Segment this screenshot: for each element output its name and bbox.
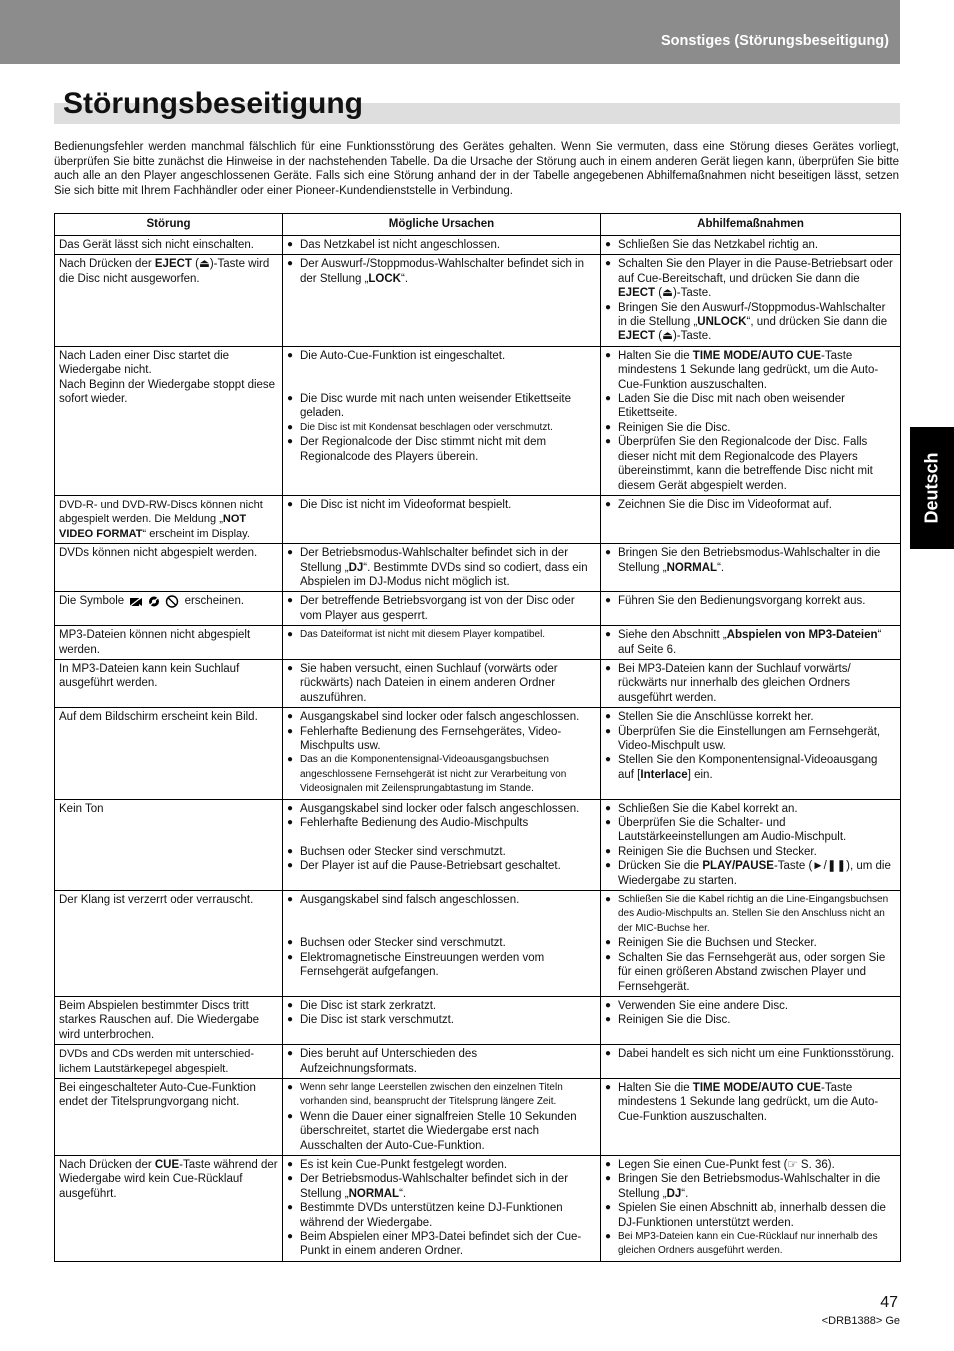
document-code: <DRB1388> Ge bbox=[821, 1315, 900, 1327]
table-row bbox=[55, 592, 901, 626]
cause-item: ● Buchsen oder Stecker sind verschmutzt. bbox=[287, 845, 596, 859]
remedies-cell bbox=[601, 495, 901, 543]
remedies-cell bbox=[601, 1155, 901, 1261]
cause-item: ● Der betreffende Betriebsvorgang ist von der Disc oder vom Player aus gesperrt. bbox=[287, 594, 596, 623]
causes-cell bbox=[283, 659, 601, 707]
bold-term: DJ bbox=[348, 561, 364, 574]
problem-cell: Die Symbole erscheinen. bbox=[55, 592, 283, 626]
remedy-item: ● Führen Sie den Bedienungsvorgang korrekt aus. bbox=[605, 594, 896, 608]
remedy-item: ● Reinigen Sie die Disc. bbox=[605, 421, 896, 435]
remedy-item: ● Schließen Sie die Kabel richtig an die Line-Eingangsbuchsen des Audio-Mischpults an. Stellen Sie den Anschluss nicht an der MIC-Buchse her. bbox=[605, 893, 896, 936]
remedy-item: ● Legen Sie einen Cue-Punkt fest (☞ S. 36). bbox=[605, 1158, 896, 1172]
table-row bbox=[55, 626, 901, 660]
bold-term: EJECT bbox=[618, 287, 656, 300]
table-row bbox=[55, 1045, 901, 1079]
remedy-item: ● Stellen Sie den Komponentensignal-Videoausgang auf [Interlace] ein. bbox=[605, 753, 896, 782]
remedies-cell bbox=[601, 544, 901, 592]
remedy-item: ● Verwenden Sie eine andere Disc. bbox=[605, 999, 896, 1013]
bold-term: NORMAL bbox=[348, 1187, 400, 1200]
header-remedies: Abhilfemaßnahmen bbox=[601, 214, 901, 236]
cause-item: ● Es ist kein Cue-Punkt festgelegt worden. bbox=[287, 1158, 596, 1172]
bold-term: DJ bbox=[666, 1187, 682, 1200]
remedy-item: ● Schließen Sie die Kabel korrekt an. bbox=[605, 802, 896, 816]
cause-item: ● Wenn sehr lange Leerstellen zwischen den einzelnen Titeln vorhanden sind, beansprucht der Titelsprung längere Zeit. bbox=[287, 1081, 596, 1110]
problem-cell: Beim Abspielen bestimmter Discs tritt starkes Rauschen auf. Die Wiedergabe wird unterbrochen. bbox=[55, 996, 283, 1044]
cause-item: ● Die Disc ist mit Kondensat beschlagen oder verschmutzt. bbox=[287, 421, 596, 435]
section-title: Sonstiges (Störungsbeseitigung) bbox=[661, 33, 889, 49]
remedy-item: ● Überprüfen Sie die Einstellungen am Fernsehgerät, Video-Mischpult usw. bbox=[605, 725, 896, 754]
remedy-item: ● Bringen Sie den Auswurf-/Stoppmodus-Wahlschalter in die Stellung „UNLOCK“, und drücken Sie dann die EJECT (⏏)-Taste. bbox=[605, 301, 896, 344]
bold-term: EJECT bbox=[154, 258, 192, 271]
causes-cell bbox=[283, 236, 601, 255]
remedy-item: ● Halten Sie die TIME MODE/AUTO CUE-Taste mindestens 1 Sekunde lang gedrückt, um die Auto-Cue-Funktion auszuschalten. bbox=[605, 1081, 896, 1124]
bold-term: PLAY/PAUSE bbox=[702, 860, 774, 873]
remedies-cell bbox=[601, 626, 901, 660]
bold-term: Interlace bbox=[640, 768, 688, 781]
causes-cell bbox=[283, 626, 601, 660]
bold-term: EJECT bbox=[618, 330, 656, 343]
problem-cell: Nach Laden einer Disc startet die Wiedergabe nicht. Nach Beginn der Wiedergabe stoppt diese sofort wieder. bbox=[55, 346, 283, 495]
table-row bbox=[55, 544, 901, 592]
table-row bbox=[55, 236, 901, 255]
remedies-cell bbox=[601, 659, 901, 707]
causes-cell bbox=[283, 708, 601, 799]
cause-item: ● Ausgangskabel sind locker oder falsch angeschlossen. bbox=[287, 710, 596, 724]
cause-item: ● Die Disc wurde mit nach unten weisender Etikettseite geladen. bbox=[287, 392, 596, 421]
causes-cell bbox=[283, 592, 601, 626]
bold-term: TIME MODE/AUTO CUE bbox=[692, 1081, 822, 1094]
remedies-cell bbox=[601, 1078, 901, 1155]
table-row bbox=[55, 996, 901, 1044]
table-row bbox=[55, 708, 901, 799]
remedy-item: ● Überprüfen Sie den Regionalcode der Disc. Falls dieser nicht mit dem Regionalcode des Players übereinstimmt, kann die betreffende Disc nicht mit diesem Gerät abgespielt werden. bbox=[605, 435, 896, 493]
remedy-item: ● Siehe den Abschnitt „Abspielen von MP3-Dateien“ auf Seite 6. bbox=[605, 628, 896, 657]
problem-cell: Auf dem Bildschirm erscheint kein Bild. bbox=[55, 708, 283, 799]
problem-cell: Der Klang ist verzerrt oder verrauscht. bbox=[55, 891, 283, 997]
remedy-item: ● Schließen Sie das Netzkabel richtig an. bbox=[605, 238, 896, 252]
problem-cell: Das Gerät lässt sich nicht einschalten. bbox=[55, 236, 283, 255]
problem-cell: Nach Drücken der EJECT (⏏)-Taste wird die Disc nicht ausgeworfen. bbox=[55, 255, 283, 346]
bold-term: NOT VIDEO FORMAT bbox=[59, 513, 247, 540]
spacer bbox=[287, 363, 596, 377]
spacer bbox=[287, 830, 596, 844]
remedies-cell bbox=[601, 592, 901, 626]
causes-cell bbox=[283, 996, 601, 1044]
spacer bbox=[287, 378, 596, 392]
causes-cell bbox=[283, 346, 601, 495]
cause-item: ● Der Player ist auf die Pause-Betriebsart geschaltet. bbox=[287, 859, 596, 873]
remedies-cell bbox=[601, 799, 901, 890]
bold-term: LOCK bbox=[368, 272, 401, 285]
causes-cell bbox=[283, 1155, 601, 1261]
causes-cell bbox=[283, 1078, 601, 1155]
remedy-item: ● Bei MP3-Dateien kann ein Cue-Rücklauf nur innerhalb des gleichen Ordners ausgeführt werden. bbox=[605, 1230, 896, 1259]
table-row bbox=[55, 891, 901, 997]
causes-cell bbox=[283, 255, 601, 346]
remedy-item: ● Stellen Sie die Anschlüsse korrekt her. bbox=[605, 710, 896, 724]
cause-item: ● Fehlerhafte Bedienung des Audio-Mischpults bbox=[287, 816, 596, 830]
remedies-cell bbox=[601, 891, 901, 997]
remedies-cell bbox=[601, 255, 901, 346]
table-row bbox=[55, 346, 901, 495]
causes-cell bbox=[283, 544, 601, 592]
cause-item: ● Beim Abspielen einer MP3-Datei befindet sich der Cue-Punkt in einem anderen Ordner. bbox=[287, 1230, 596, 1259]
problem-cell: Kein Ton bbox=[55, 799, 283, 890]
causes-cell bbox=[283, 891, 601, 997]
problem-cell: DVD-R- und DVD-RW-Discs können nicht abgespielt werden. Die Meldung „NOT VIDEO FORMAT“ erscheint im Display. bbox=[55, 495, 283, 543]
problem-cell: DVDs können nicht abgespielt werden. bbox=[55, 544, 283, 592]
header-problem: Störung bbox=[55, 214, 283, 236]
cause-item: ● Bestimmte DVDs unterstützen keine DJ-Funktionen während der Wiedergabe. bbox=[287, 1201, 596, 1230]
cause-item: ● Das Dateiformat ist nicht mit diesem Player kompatibel. bbox=[287, 628, 596, 642]
remedy-item: ● Bringen Sie den Betriebsmodus-Wahlschalter in die Stellung „NORMAL“. bbox=[605, 546, 896, 575]
cause-item: ● Das an die Komponentensignal-Videoausgangsbuchsen angeschlossene Fernsehgerät ist nicht zur Verarbeitung von Videosignalen mit Zeilensprungabtastung im Stande. bbox=[287, 753, 596, 796]
table-row bbox=[55, 659, 901, 707]
remedy-item: ● Drücken Sie die PLAY/PAUSE-Taste (►/❚❚), um die Wiedergabe zu starten. bbox=[605, 859, 896, 888]
header-causes: Mögliche Ursachen bbox=[283, 214, 601, 236]
remedies-cell bbox=[601, 346, 901, 495]
cause-item: ● Elektromagnetische Einstreuungen werden vom Fernsehgerät aufgefangen. bbox=[287, 951, 596, 980]
spacer bbox=[287, 907, 596, 921]
remedy-item: ● Schalten Sie das Fernsehgerät aus, oder sorgen Sie für einen größeren Abstand zwischen Player und Fernsehgerät. bbox=[605, 951, 896, 994]
table-header-row bbox=[55, 214, 901, 236]
remedy-item: ● Überprüfen Sie die Schalter- und Lautstärkeeinstellungen am Audio-Mischpult. bbox=[605, 816, 896, 845]
remedy-item: ● Bei MP3-Dateien kann der Suchlauf vorwärts/ rückwärts nur innerhalb des gleichen Ordners ausgeführt werden. bbox=[605, 662, 896, 705]
cause-item: ● Der Betriebsmodus-Wahlschalter befindet sich in der Stellung „NORMAL“. bbox=[287, 1172, 596, 1201]
table-row bbox=[55, 1155, 901, 1261]
cause-item: ● Die Disc ist stark verschmutzt. bbox=[287, 1013, 596, 1027]
remedy-item: ● Reinigen Sie die Buchsen und Stecker. bbox=[605, 845, 896, 859]
cause-item: ● Ausgangskabel sind falsch angeschlossen. bbox=[287, 893, 596, 907]
remedy-item: ● Halten Sie die TIME MODE/AUTO CUE-Taste mindestens 1 Sekunde lang gedrückt, um die Auto-Cue-Funktion auszuschalten. bbox=[605, 349, 896, 392]
problem-cell: Bei eingeschalteter Auto-Cue-Funktion endet der Titelsprungvorgang nicht. bbox=[55, 1078, 283, 1155]
table-row bbox=[55, 495, 901, 543]
bold-term: Abspielen von MP3-Dateien bbox=[726, 629, 878, 642]
causes-cell bbox=[283, 1045, 601, 1079]
remedy-item: ● Schalten Sie den Player in die Pause-Betriebsart oder auf Cue-Bereitschaft, und drücken Sie dann die EJECT (⏏)-Taste. bbox=[605, 257, 896, 300]
cause-item: ● Die Auto-Cue-Funktion ist eingeschaltet. bbox=[287, 349, 596, 363]
cause-item: ● Buchsen oder Stecker sind verschmutzt. bbox=[287, 936, 596, 950]
remedy-item: ● Bringen Sie den Betriebsmodus-Wahlschalter in die Stellung „DJ“. bbox=[605, 1172, 896, 1201]
cause-item: ● Der Auswurf-/Stoppmodus-Wahlschalter befindet sich in der Stellung „LOCK“. bbox=[287, 257, 596, 286]
bold-term: CUE bbox=[154, 1158, 180, 1171]
cause-item: ● Der Regionalcode der Disc stimmt nicht mit dem Regionalcode des Players überein. bbox=[287, 435, 596, 464]
bold-term: UNLOCK bbox=[697, 316, 747, 329]
bold-term: TIME MODE/AUTO CUE bbox=[692, 349, 822, 362]
troubleshooting-table bbox=[54, 213, 901, 1262]
problem-cell: In MP3-Dateien kann kein Suchlauf ausgeführt werden. bbox=[55, 659, 283, 707]
bold-term: NORMAL bbox=[666, 561, 718, 574]
remedies-cell bbox=[601, 236, 901, 255]
cause-item: ● Fehlerhafte Bedienung des Fernsehgerätes, Video-Mischpults usw. bbox=[287, 725, 596, 754]
remedies-cell bbox=[601, 1045, 901, 1079]
remedy-item: ● Zeichnen Sie die Disc im Videoformat auf. bbox=[605, 498, 896, 512]
page-number: 47 bbox=[880, 1294, 898, 1311]
remedy-item: ● Spielen Sie einen Abschnitt ab, innerhalb dessen die DJ-Funktionen unterstützt werden. bbox=[605, 1201, 896, 1230]
spacer bbox=[287, 922, 596, 936]
remedy-item: ● Reinigen Sie die Buchsen und Stecker. bbox=[605, 936, 896, 950]
prohibited-icon bbox=[165, 595, 179, 608]
causes-cell bbox=[283, 799, 601, 890]
remedies-cell bbox=[601, 996, 901, 1044]
cause-item: ● Die Disc ist nicht im Videoformat bespielt. bbox=[287, 498, 596, 512]
intro-paragraph: Bedienungsfehler werden manchmal fälschlich für eine Funktionsstörung des Gerätes gehalten. Wenn Sie vermuten, dass eine Störung dieses Gerätes vorliegt, überprüfen Sie bitte zunächst die Hinweise in der nachstehenden Tabelle. Da die Ursache der Störung auch in einem anderen Gerät liegen kann, überprüfen Sie bitte auch alle an den Player angeschlossenen Geräte. Falls sich eine Störung anhand der in der Tabelle angegebenen Abhilfemaßnahmen nicht beseitigen lässt, setzen Sie sich bitte mit Ihrem Fachhändler oder einer Pioneer-Kundendienststelle in Verbindung. bbox=[54, 141, 899, 197]
disc-prohibited-icon bbox=[147, 595, 161, 608]
cause-item: ● Wenn die Dauer einer signalfreien Stelle 10 Sekunden überschreitet, startet die Wiedergabe erst nach Ausschalten der Auto-Cue-Funktion. bbox=[287, 1110, 596, 1153]
table-row bbox=[55, 799, 901, 890]
page-title: Störungsbeseitigung bbox=[63, 87, 363, 120]
table-row bbox=[55, 1078, 901, 1155]
cause-item: ● Sie haben versucht, einen Suchlauf (vorwärts oder rückwärts) nach Dateien in einem anderen Ordner auszuführen. bbox=[287, 662, 596, 705]
language-tab bbox=[910, 427, 954, 549]
language-tab-label: Deutsch bbox=[921, 452, 942, 524]
problem-cell: Nach Drücken der CUE-Taste während der Wiedergabe wird kein Cue-Rücklauf ausgeführt. bbox=[55, 1155, 283, 1261]
problem-cell: DVDs and CDs werden mit unterschied-lichem Lautstärkepegel abgespielt. bbox=[55, 1045, 283, 1079]
remedy-item: ● Dabei handelt es sich nicht um eine Funktionsstörung. bbox=[605, 1047, 896, 1061]
angle-prohibited-icon bbox=[129, 595, 143, 608]
remedy-item: ● Reinigen Sie die Disc. bbox=[605, 1013, 896, 1027]
cause-item: ● Das Netzkabel ist nicht angeschlossen. bbox=[287, 238, 596, 252]
table-row bbox=[55, 255, 901, 346]
cause-item: ● Die Disc ist stark zerkratzt. bbox=[287, 999, 596, 1013]
causes-cell bbox=[283, 495, 601, 543]
header-bar bbox=[0, 0, 900, 64]
cause-item: ● Ausgangskabel sind locker oder falsch angeschlossen. bbox=[287, 802, 596, 816]
remedies-cell bbox=[601, 708, 901, 799]
cause-item: ● Dies beruht auf Unterschieden des Aufzeichnungsformats. bbox=[287, 1047, 596, 1076]
remedy-item: ● Laden Sie die Disc mit nach oben weisender Etikettseite. bbox=[605, 392, 896, 421]
problem-cell: MP3-Dateien können nicht abgespielt werden. bbox=[55, 626, 283, 660]
cause-item: ● Der Betriebsmodus-Wahlschalter befindet sich in der Stellung „DJ“. Bestimmte DVDs sind so codiert, dass ein Abspielen im DJ-Modus nicht möglich ist. bbox=[287, 546, 596, 589]
